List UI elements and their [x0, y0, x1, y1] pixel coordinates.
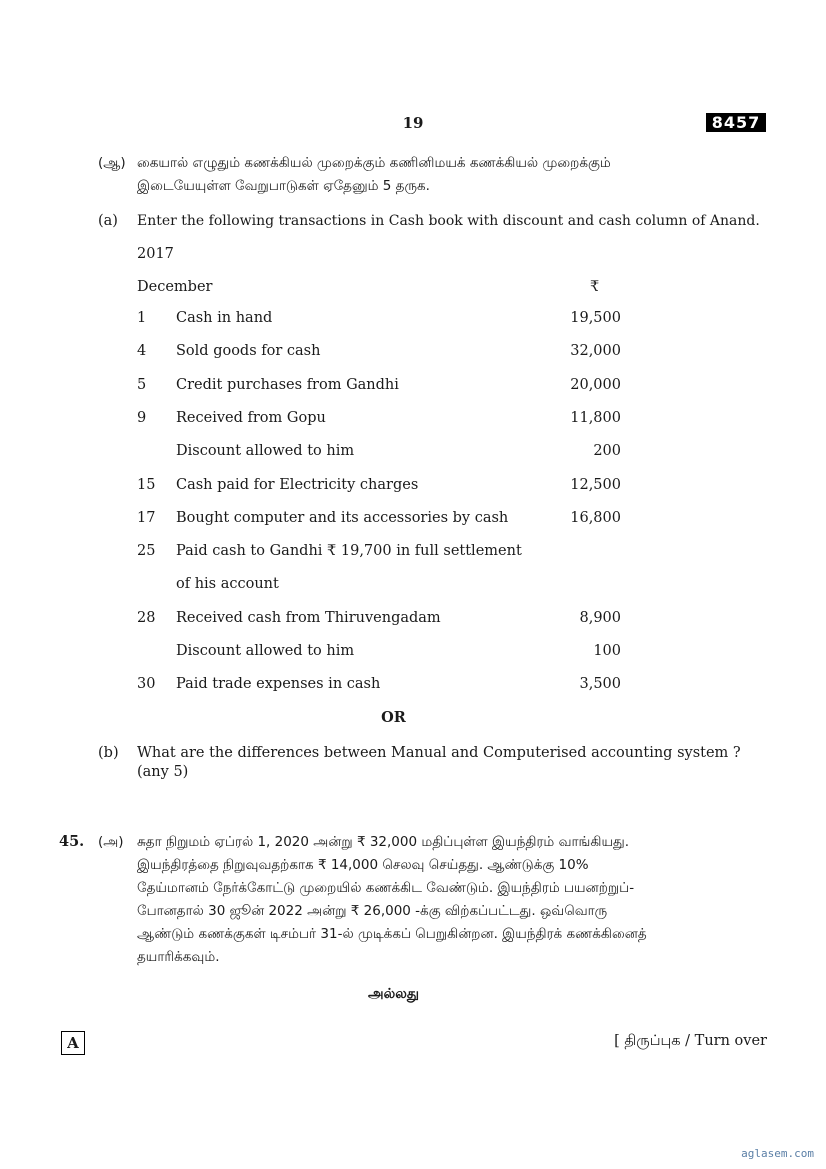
transaction-row	[137, 410, 621, 432]
transaction-particulars: Received from Gopu	[176, 410, 326, 426]
question-45-label: (அ)	[98, 834, 124, 850]
transaction-particulars: Discount allowed to him	[176, 443, 355, 459]
watermark: aglasem.com	[741, 1147, 814, 1160]
transaction-particulars: of his account	[176, 576, 279, 592]
transaction-amount: 100	[593, 643, 621, 659]
transaction-row	[137, 377, 621, 399]
transaction-amount: 200	[593, 443, 621, 459]
currency-header: ₹	[590, 279, 600, 295]
paper-code-badge: 8457	[706, 113, 766, 132]
question-45-line: போனதால் 30 ஜூன் 2022 அன்று ₹ 26,000 -க்கு விற்கப்பட்டது. ஒவ்வொரு	[137, 903, 608, 919]
or-divider: OR	[381, 709, 406, 726]
transaction-row	[137, 310, 621, 332]
question-aa-line-1: கையால் எழுதும் கணக்கியல் முறைக்கும் கணினிமயக் கணக்கியல் முறைக்கும்	[137, 155, 611, 171]
transaction-row	[137, 543, 621, 565]
question-a-label: (a)	[98, 213, 118, 229]
transaction-particulars: Cash in hand	[176, 310, 273, 326]
transaction-row	[137, 643, 621, 665]
question-45-number: 45.	[59, 833, 85, 850]
transaction-row	[137, 477, 621, 499]
question-45-line: சுதா நிறுமம் ஏப்ரல் 1, 2020 அன்று ₹ 32,000 மதிப்புள்ள இயந்திரம் வாங்கியது.	[137, 834, 630, 850]
section-box-letter: A	[61, 1031, 85, 1055]
question-45-line: ஆண்டும் கணக்குகள் டிசம்பர் 31-ல் முடிக்கப் பெறுகின்றன. இயந்திரக் கணக்கினைத்	[137, 926, 647, 942]
transaction-row	[137, 510, 621, 532]
question-45-line: இயந்திரத்தை நிறுவுவதற்காக ₹ 14,000 செலவு செய்தது. ஆண்டுக்கு 10%	[137, 857, 589, 873]
question-b-line-2: (any 5)	[137, 764, 189, 780]
transaction-date: 17	[137, 510, 156, 526]
transaction-particulars: Discount allowed to him	[176, 643, 355, 659]
alladu-divider: அல்லது	[368, 986, 419, 1002]
question-b-line-1: What are the differences between Manual and Computerised accounting system ?	[137, 745, 741, 761]
transaction-amount: 11,800	[570, 410, 621, 426]
transaction-particulars: Sold goods for cash	[176, 343, 321, 359]
transaction-amount: 19,500	[570, 310, 621, 326]
question-aa-label: (ஆ)	[98, 155, 126, 171]
turn-over-note: [ திருப்புக / Turn over	[614, 1033, 767, 1049]
question-45-line: தேய்மானம் நேர்க்கோட்டு முறையில் கணக்கிட வேண்டும். இயந்திரம் பயனற்றுப்-	[137, 880, 635, 896]
transaction-particulars: Paid cash to Gandhi ₹ 19,700 in full settlement	[176, 543, 522, 559]
transaction-row	[137, 676, 621, 698]
transaction-particulars: Paid trade expenses in cash	[176, 676, 381, 692]
page-number: 19	[402, 114, 424, 132]
transaction-date: 30	[137, 676, 156, 692]
transaction-row	[137, 610, 621, 632]
transaction-particulars: Received cash from Thiruvengadam	[176, 610, 441, 626]
question-b-label: (b)	[98, 745, 119, 761]
transaction-particulars: Bought computer and its accessories by cash	[176, 510, 509, 526]
transaction-particulars: Cash paid for Electricity charges	[176, 477, 419, 493]
transaction-amount: 12,500	[570, 477, 621, 493]
month-label: December	[137, 279, 213, 295]
transaction-date: 28	[137, 610, 156, 626]
question-a-text: Enter the following transactions in Cash book with discount and cash column of Anand.	[137, 213, 760, 229]
transaction-row	[137, 343, 621, 365]
transaction-amount: 20,000	[570, 377, 621, 393]
year-label: 2017	[137, 246, 174, 262]
transaction-row	[137, 443, 621, 465]
transaction-date: 1	[137, 310, 147, 326]
transaction-amount: 8,900	[579, 610, 621, 626]
transaction-date: 15	[137, 477, 156, 493]
transaction-amount: 3,500	[579, 676, 621, 692]
transaction-date: 4	[137, 343, 147, 359]
question-45-line: தயாரிக்கவும்.	[137, 949, 220, 965]
question-aa-line-2: இடையேயுள்ள வேறுபாடுகள் ஏதேனும் 5 தருக.	[137, 178, 430, 194]
transaction-amount: 16,800	[570, 510, 621, 526]
transaction-date: 5	[137, 377, 147, 393]
transaction-amount: 32,000	[570, 343, 621, 359]
transaction-particulars: Credit purchases from Gandhi	[176, 377, 399, 393]
transaction-row	[137, 576, 621, 598]
transaction-date: 25	[137, 543, 156, 559]
transaction-date: 9	[137, 410, 147, 426]
